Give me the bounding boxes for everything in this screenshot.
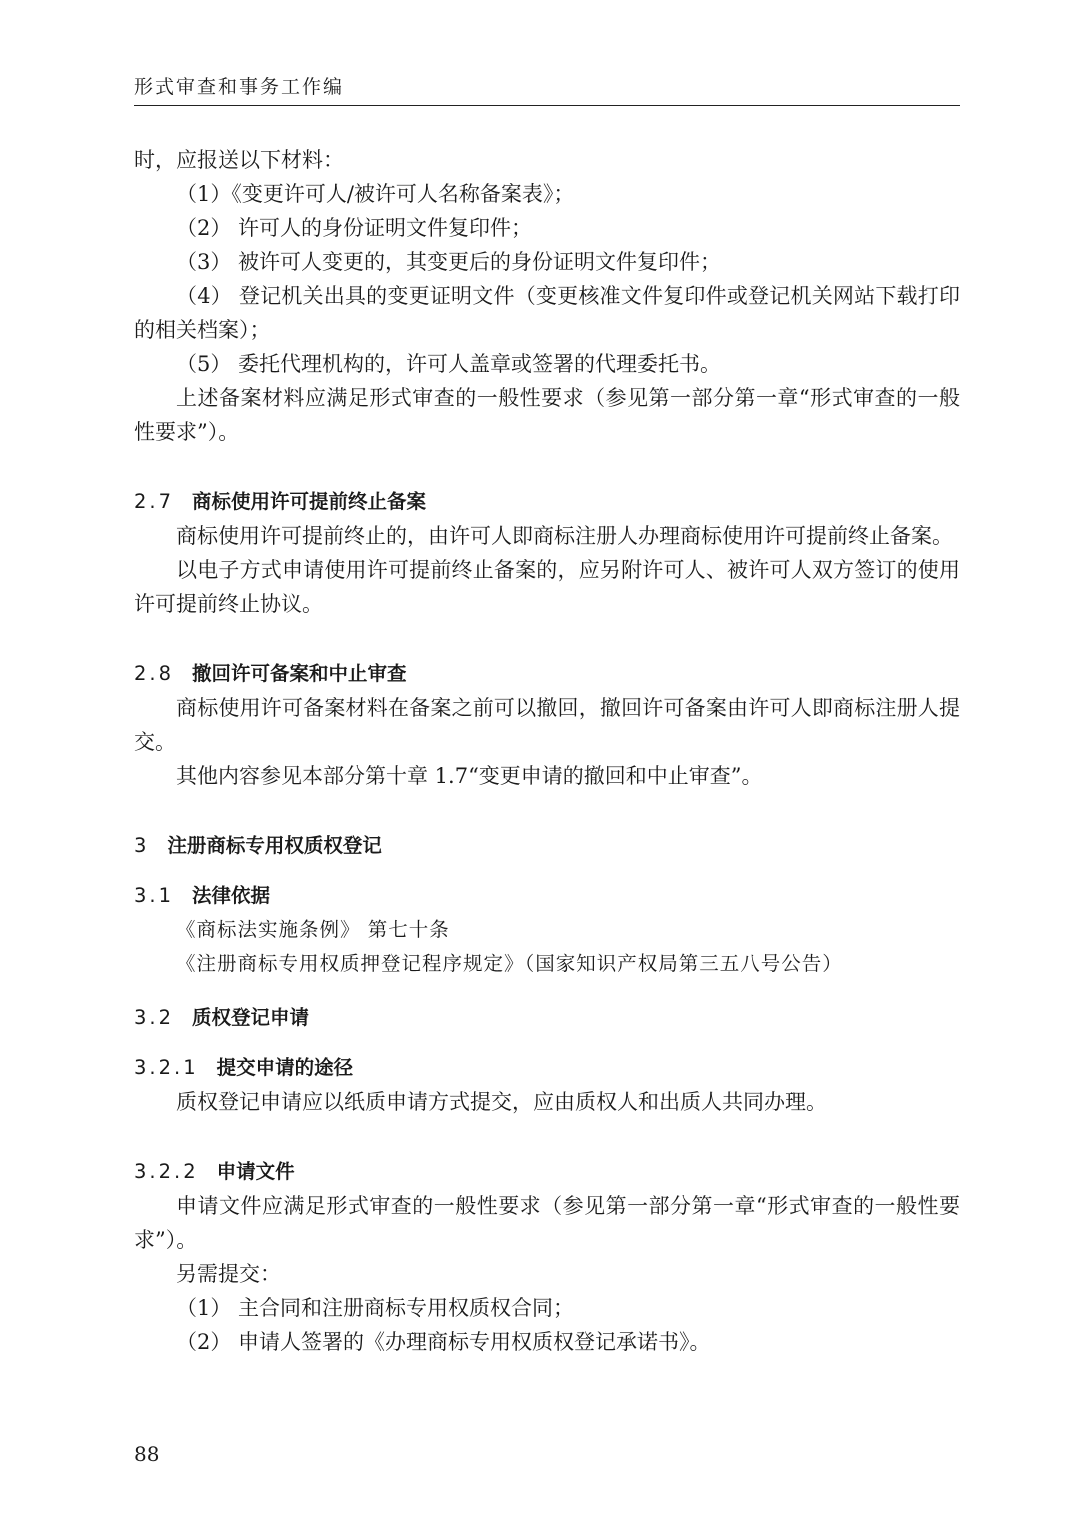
section-number: 3.2.2 — [134, 1160, 199, 1183]
body-paragraph: 其他内容参见本部分第十章 1.7“变更申请的撤回和中止审查”。 — [176, 764, 763, 788]
list-item: （5） 委托代理机构的，许可人盖章或签署的代理委托书。 — [176, 352, 722, 376]
list-item: （3） 被许可人变更的，其变更后的身份证明文件复印件； — [176, 250, 722, 274]
list-item: （1）《变更许可人/被许可人名称备案表》； — [176, 182, 575, 206]
list-item: （1） 主合同和注册商标专用权质权合同； — [176, 1296, 575, 1320]
section-title: 质权登记申请 — [192, 1006, 310, 1029]
list-item: （4） 登记机关出具的变更证明文件（变更核准文件复印件或登记机关网站下载打印的相关档案）； — [134, 284, 960, 342]
body-paragraph: 质权登记申请应以纸质申请方式提交，应由质权人和出质人共同办理。 — [176, 1090, 827, 1114]
section-number: 2.7 — [134, 490, 175, 513]
law-reference: 《注册商标专用权质押登记程序规定》（国家知识产权局第三五八号公告） — [176, 952, 843, 975]
section-title: 商标使用许可提前终止备案 — [192, 490, 427, 513]
body-paragraph: 商标使用许可提前终止的，由许可人即商标注册人办理商标使用许可提前终止备案。 — [176, 524, 953, 548]
body-paragraph: 申请文件应满足形式审查的一般性要求（参见第一部分第一章“形式审查的一般性要求”）。 — [134, 1194, 960, 1252]
list-item: （2） 许可人的身份证明文件复印件； — [176, 216, 533, 240]
section-number: 2.8 — [134, 662, 175, 685]
section-heading-3-2-2 — [134, 1155, 960, 1189]
body-paragraph: 以电子方式申请使用许可提前终止备案的，应另附许可人、被许可人双方签订的使用许可提前终止协议。 — [134, 558, 960, 616]
page-body — [134, 143, 960, 1359]
section-number: 3.2 — [134, 1006, 175, 1029]
section-number: 3.2.1 — [134, 1056, 199, 1079]
law-reference: 《商标法实施条例》 第七十条 — [176, 918, 450, 941]
section-title: 注册商标专用权质权登记 — [167, 834, 382, 857]
running-header: 形式审查和事务工作编 — [134, 76, 345, 98]
section-number: 3.1 — [134, 884, 175, 907]
body-paragraph: 另需提交： — [176, 1262, 281, 1286]
body-paragraph: 上述备案材料应满足形式审查的一般性要求（参见第一部分第一章“形式审查的一般性要求”）。 — [134, 386, 960, 444]
section-heading-2-8 — [134, 657, 960, 691]
section-heading-3-2 — [134, 1001, 960, 1035]
list-item: （2） 申请人签署的《办理商标专用权质权登记承诺书》。 — [176, 1330, 711, 1354]
section-title: 撤回许可备案和中止审查 — [192, 662, 407, 685]
section-title: 申请文件 — [216, 1160, 295, 1183]
section-title: 提交申请的途径 — [216, 1056, 354, 1079]
body-paragraph: 商标使用许可备案材料在备案之前可以撤回，撤回许可备案由许可人即商标注册人提交。 — [134, 696, 960, 754]
header-rule — [134, 105, 960, 106]
page-number: 88 — [134, 1442, 160, 1466]
section-title: 法律依据 — [192, 884, 271, 907]
section-number: 3 — [134, 834, 150, 857]
section-heading-2-7 — [134, 485, 960, 519]
section-heading-3 — [134, 829, 960, 863]
section-heading-3-1 — [134, 879, 960, 913]
section-heading-3-2-1 — [134, 1051, 960, 1085]
intro-paragraph: 时，应报送以下材料： — [134, 148, 344, 172]
